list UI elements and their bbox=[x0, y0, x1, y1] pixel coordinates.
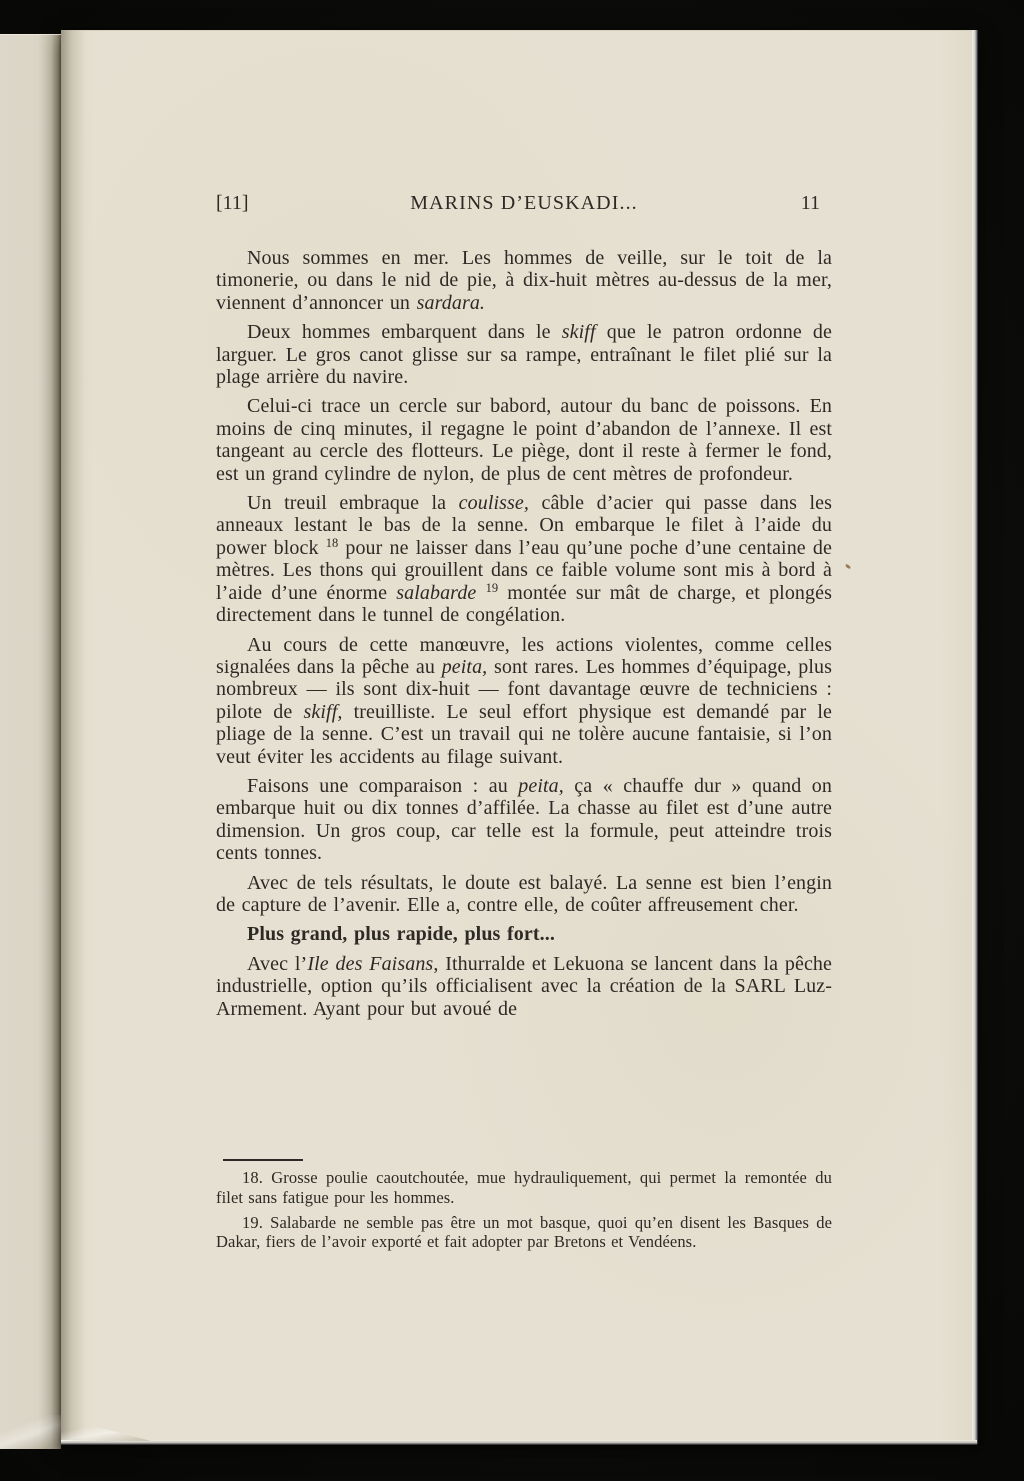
text-run: Un treuil embraque la bbox=[247, 492, 459, 515]
text-run: montée sur mât de charge, et plongés directement dans le tunnel de congélation. bbox=[216, 581, 832, 627]
text-run: treuilliste. Le seul effort physique est demandé par le pliage de la senne. C’est un travail qui ne tolère aucune fantaisie, si l’on veut éviter les accidents au filage suivant. bbox=[216, 700, 832, 768]
left-page-edge bbox=[0, 34, 61, 1449]
page-stack-edge-right bbox=[972, 30, 978, 1444]
footnote-separator bbox=[223, 1159, 303, 1161]
text-run: ça « chauffe dur » quand on embarque huit ou dix tonnes d’affilée. La chasse au filet est d’une autre dimension. Un gros coup, car telle est la formule, peut atteindre trois cents tonnes. bbox=[216, 774, 832, 865]
page-fold-crease bbox=[0, 1415, 61, 1449]
text-run: Nous sommes en mer. Les hommes de veille, sur le toit de la timonerie, ou dans le nid de pie, à dix-huit mètres au-dessus de la mer, viennent d’annoncer un bbox=[216, 247, 832, 314]
body-paragraph bbox=[216, 775, 832, 865]
text-run: skiff, bbox=[303, 700, 343, 723]
text-run: peita, bbox=[441, 655, 488, 678]
text-run: Deux hommes embarquent dans le bbox=[247, 321, 562, 344]
book-page bbox=[61, 30, 977, 1444]
footnote-reference: 18 bbox=[325, 535, 339, 550]
body-paragraph bbox=[216, 492, 832, 626]
footnote-reference: 19 bbox=[485, 580, 499, 595]
text-run: Faisons une comparaison : au bbox=[247, 774, 519, 797]
text-run: Au cours de cette manœuvre, les actions violentes, comme celles signalées dans la pêche au bbox=[216, 633, 832, 678]
text-run: skiff bbox=[561, 321, 596, 344]
section-heading: Plus grand, plus rapide, plus fort... bbox=[247, 923, 555, 946]
footnote: 19. Salabarde ne semble pas être un mot basque, quoi qu’en disent les Basques de Dakar, fiers de l’avoir exporté et fait adopter par Bretons et Vendéens. bbox=[216, 1212, 832, 1252]
body-paragraph bbox=[216, 247, 832, 314]
page-header bbox=[216, 191, 832, 215]
text-run: Avec l’ bbox=[247, 952, 308, 975]
text-run: sardara. bbox=[416, 291, 486, 314]
body-paragraph bbox=[216, 321, 832, 388]
text-run bbox=[476, 582, 485, 604]
footnote: 18. Grosse poulie caoutchoutée, mue hydrauliquement, qui permet la remontée du filet sans fatigue pour les hommes. bbox=[216, 1168, 832, 1207]
page-stack-edge-bottom bbox=[61, 1440, 977, 1445]
header-left-marker: [11] bbox=[216, 192, 249, 214]
page-number: 11 bbox=[800, 192, 820, 214]
paper-speck bbox=[845, 563, 852, 569]
text-run: , Ithurralde et Lekuona se lancent dans la pêche industrielle, option qu’ils officialisent avec la création de la SARL Luz-Armement. Ayant pour but avoué de bbox=[216, 952, 833, 1020]
text-run: Celui-ci trace un cercle sur babord, autour du banc de poissons. En moins de cinq minutes, il regagne le point d’abandon de l’annexe. Il est tangeant au cercle des flotteurs. Le piège, dont il reste à fermer le fond, est un grand cylindre de nylon, de plus de cent mètres de profondeur. bbox=[216, 395, 832, 485]
running-title: MARINS D’EUSKADI... bbox=[410, 192, 638, 214]
text-run: que le patron ordonne de larguer. Le gros canot glisse sur sa rampe, entraînant le filet plié sur la plage arrière du navire. bbox=[216, 321, 832, 389]
gutter-shadow bbox=[61, 30, 85, 1444]
body-paragraph bbox=[216, 872, 832, 917]
text-run: sont rares. Les hommes d’équipage, plus nombreux — ils sont dix-huit — font davantage œuvre de techniciens : pilote de bbox=[216, 655, 832, 723]
text-run: câble d’acier qui passe dans les anneaux lestant le bas de la senne. On embarque le filet à l’aide du power block bbox=[216, 492, 832, 559]
body-text bbox=[216, 247, 832, 1027]
footnotes bbox=[216, 1168, 832, 1257]
text-run: peita, bbox=[518, 774, 564, 797]
body-paragraph bbox=[216, 395, 832, 485]
text-run: salabarde bbox=[396, 581, 477, 604]
body-paragraph bbox=[216, 634, 832, 768]
text-run: Ile des Faisans bbox=[307, 952, 434, 975]
text-run: Avec de tels résultats, le doute est balayé. La senne est bien l’engin de capture de l’avenir. Elle a, contre elle, de coûter affreusement cher. bbox=[216, 871, 832, 916]
text-run: pour ne laisser dans l’eau qu’une poche d’une centaine de mètres. Les thons qui grouillent dans ce faible volume sont mis à bord à l’aide d’une énorme bbox=[216, 536, 832, 604]
body-paragraph bbox=[216, 953, 832, 1020]
text-run: coulisse, bbox=[458, 492, 529, 515]
